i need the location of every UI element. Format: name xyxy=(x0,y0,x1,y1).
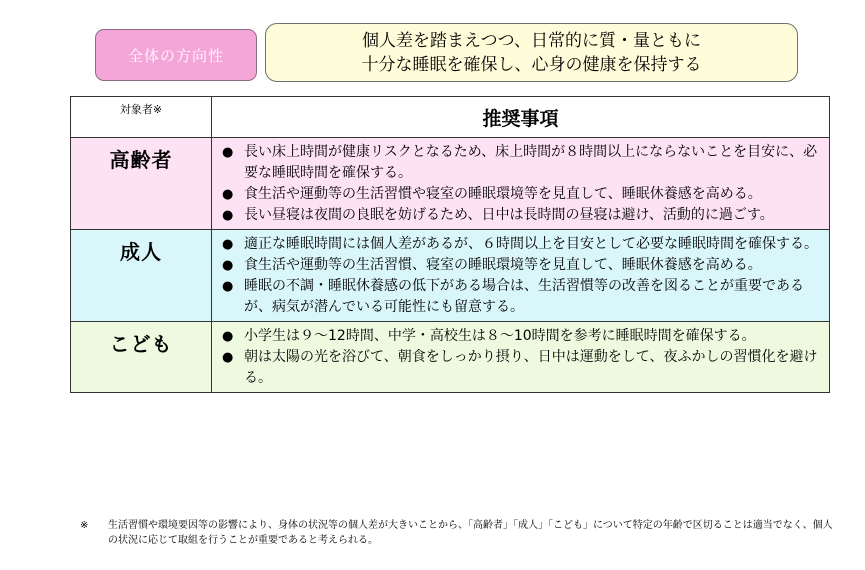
list-item: ● 長い昼寝は夜間の良眠を妨げるため、日中は長時間の昼寝は避け、活動的に過ごす。 xyxy=(222,205,819,226)
group-items-child xyxy=(212,322,830,393)
recommendation-table xyxy=(70,96,830,393)
target-header: 対象者※ xyxy=(71,97,212,138)
list-item: ● 朝は太陽の光を浴びて、朝食をしっかり摂り、日中は運動をして、夜ふかしの習慣化を避ける。 xyxy=(222,347,819,389)
direction-statement xyxy=(265,23,798,82)
direction-line-1: 個人差を踏まえつつ、日常的に質・量ともに xyxy=(362,30,701,51)
recommendation-header: 推奨事項 xyxy=(212,97,830,138)
list-item: ● 食生活や運動等の生活習慣、寝室の睡眠環境等を見直して、睡眠休養感を高める。 xyxy=(222,255,819,276)
list-item: ● 適正な睡眠時間には個人差があるが、６時間以上を目安として必要な睡眠時間を確保する。 xyxy=(222,234,819,255)
footnote xyxy=(80,518,840,548)
group-items-elderly xyxy=(212,138,830,230)
list-item: ● 食生活や運動等の生活習慣や寝室の睡眠環境等を見直して、睡眠休養感を高める。 xyxy=(222,184,819,205)
list-item: ● 睡眠の不調・睡眠休養感の低下がある場合は、生活習慣等の改善を図ることが重要であるが、病気が潜んでいる可能性にも留意する。 xyxy=(222,276,819,318)
table-row-elderly xyxy=(71,138,830,230)
footnote-text: 生活習慣や環境要因等の影響により、身体の状況等の個人差が大きいことから、「高齢者」「成人」「こども」について特定の年齢で区切ることは適当でなく、個人の状況に応じて取組を行うことが重要であると考えられる。 xyxy=(108,520,833,546)
group-name-elderly: 高齢者 xyxy=(71,138,212,230)
direction-line-2: 十分な睡眠を確保し、心身の健康を保持する xyxy=(361,54,702,75)
group-name-adult: 成人 xyxy=(71,230,212,322)
group-name-child: こども xyxy=(71,322,212,393)
list-item: ● 小学生は９～12時間、中学・高校生は８～10時間を参考に睡眠時間を確保する。 xyxy=(222,326,819,347)
group-items-adult xyxy=(212,230,830,322)
footnote-mark: ※ xyxy=(80,520,89,531)
direction-label: 全体の方向性 xyxy=(95,29,257,81)
table-row-adult xyxy=(71,230,830,322)
list-item: ● 長い床上時間が健康リスクとなるため、床上時間が８時間以上にならないことを目安に、必要な睡眠時間を確保する。 xyxy=(222,142,819,184)
table-row-child xyxy=(71,322,830,393)
table-header-row xyxy=(71,97,830,138)
